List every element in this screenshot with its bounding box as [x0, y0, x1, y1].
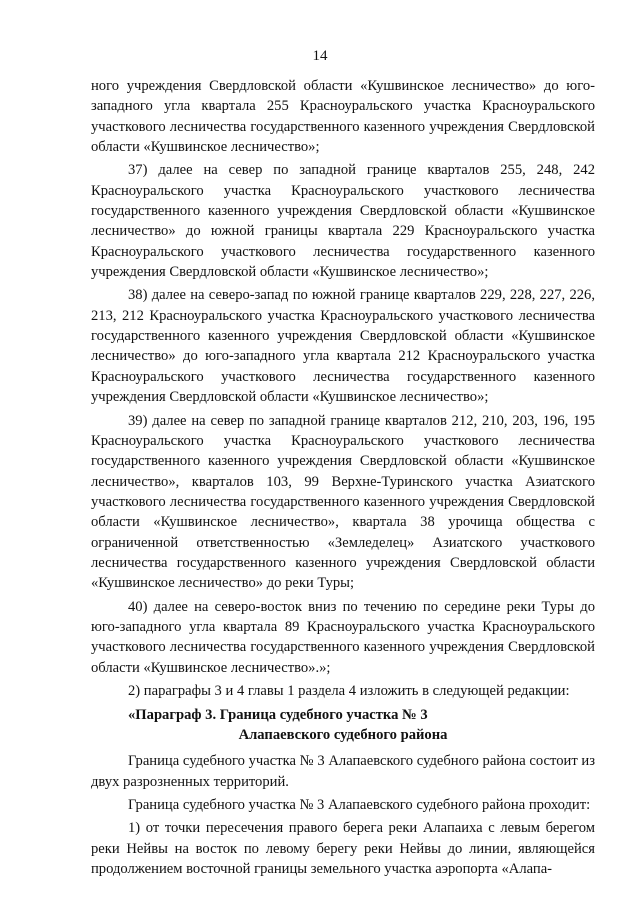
paragraph-territories: Граница судебного участка № 3 Алапаевского судебного района состоит из двух разрозненных территорий. [91, 753, 595, 790]
paragraph-item-39: 39) далее на север по западной границе кварталов 212, 210, 203, 196, 195 Красноуральского участка Красноуральского участкового лесничества государственного казенного учреждения Свердловской области «Кушвинское лесничество», кварталов 103, 99 Верхне-Туринского участка Азиатского участкового лесничества государственного казенного учреждения Свердловской области «Кушвинское лесничество», квартала 38 урочища общества с ограниченной ответственностью «Земледелец» Азиатского участкового лесничества государственного казенного учреждения Свердловской области «Кушвинское лесничество» до реки Туры; [91, 412, 595, 592]
paragraph-item-38: 38) далее на северо-запад по южной границе кварталов 229, 228, 227, 226, 213, 212 Красноуральского участка Красноуральского участкового лесничества государственного казенного учреждения Свердловской области «Кушвинское лесничество» до юго-западного угла квартала 212 Красноуральского участка Красноуральского участкового лесничества государственного казенного учреждения Свердловской области «Кушвинское лесничество»; [91, 287, 595, 406]
paragraph-item-37: 37) далее на север по западной границе кварталов 255, 248, 242 Красноуральского участка Красноуральского участкового лесничества государственного казенного учреждения Свердловской области «Кушвинское лесничество» до южной границы квартала 229 Красноуральского участка Красноуральского участкового лесничества государственного казенного учреждения Свердловской области «Кушвинское лесничество»; [91, 162, 595, 281]
paragraph-amendment-2: 2) параграфы 3 и 4 главы 1 раздела 4 изложить в следующей редакции: [128, 682, 570, 699]
section-heading [91, 705, 595, 745]
heading-line-1: «Параграф 3. Граница судебного участка № 3 [128, 707, 428, 724]
page-number: 14 [312, 48, 328, 64]
paragraph-item-40: 40) далее на северо-восток вниз по течению по середине реки Туры до юго-западного угла квартала 89 Красноуральского участка Красноуральского участкового лесничества государственного казенного учреждения Свердловской области «Кушвинское лесничество».»; [91, 598, 595, 676]
heading-line-2: Алапаевского судебного района [238, 727, 448, 744]
paragraph-item-1: 1) от точки пересечения правого берега реки Алапаиха с левым берегом реки Нейвы на восток по левому берегу реки Нейвы до линии, являющейся продолжением восточной границы земельного участка аэропорта «Алапа- [91, 820, 595, 878]
document-body [91, 76, 595, 882]
paragraph-passes: Граница судебного участка № 3 Алапаевского судебного района проходит: [128, 797, 591, 813]
paragraph-continuation: ного учреждения Свердловской области «Кушвинское лесничество» до юго-западного угла квартала 255 Красноуральского участка Красноуральского участкового лесничества государственного казенного учреждения Свердловской области «Кушвинское лесничество»; [91, 78, 595, 156]
